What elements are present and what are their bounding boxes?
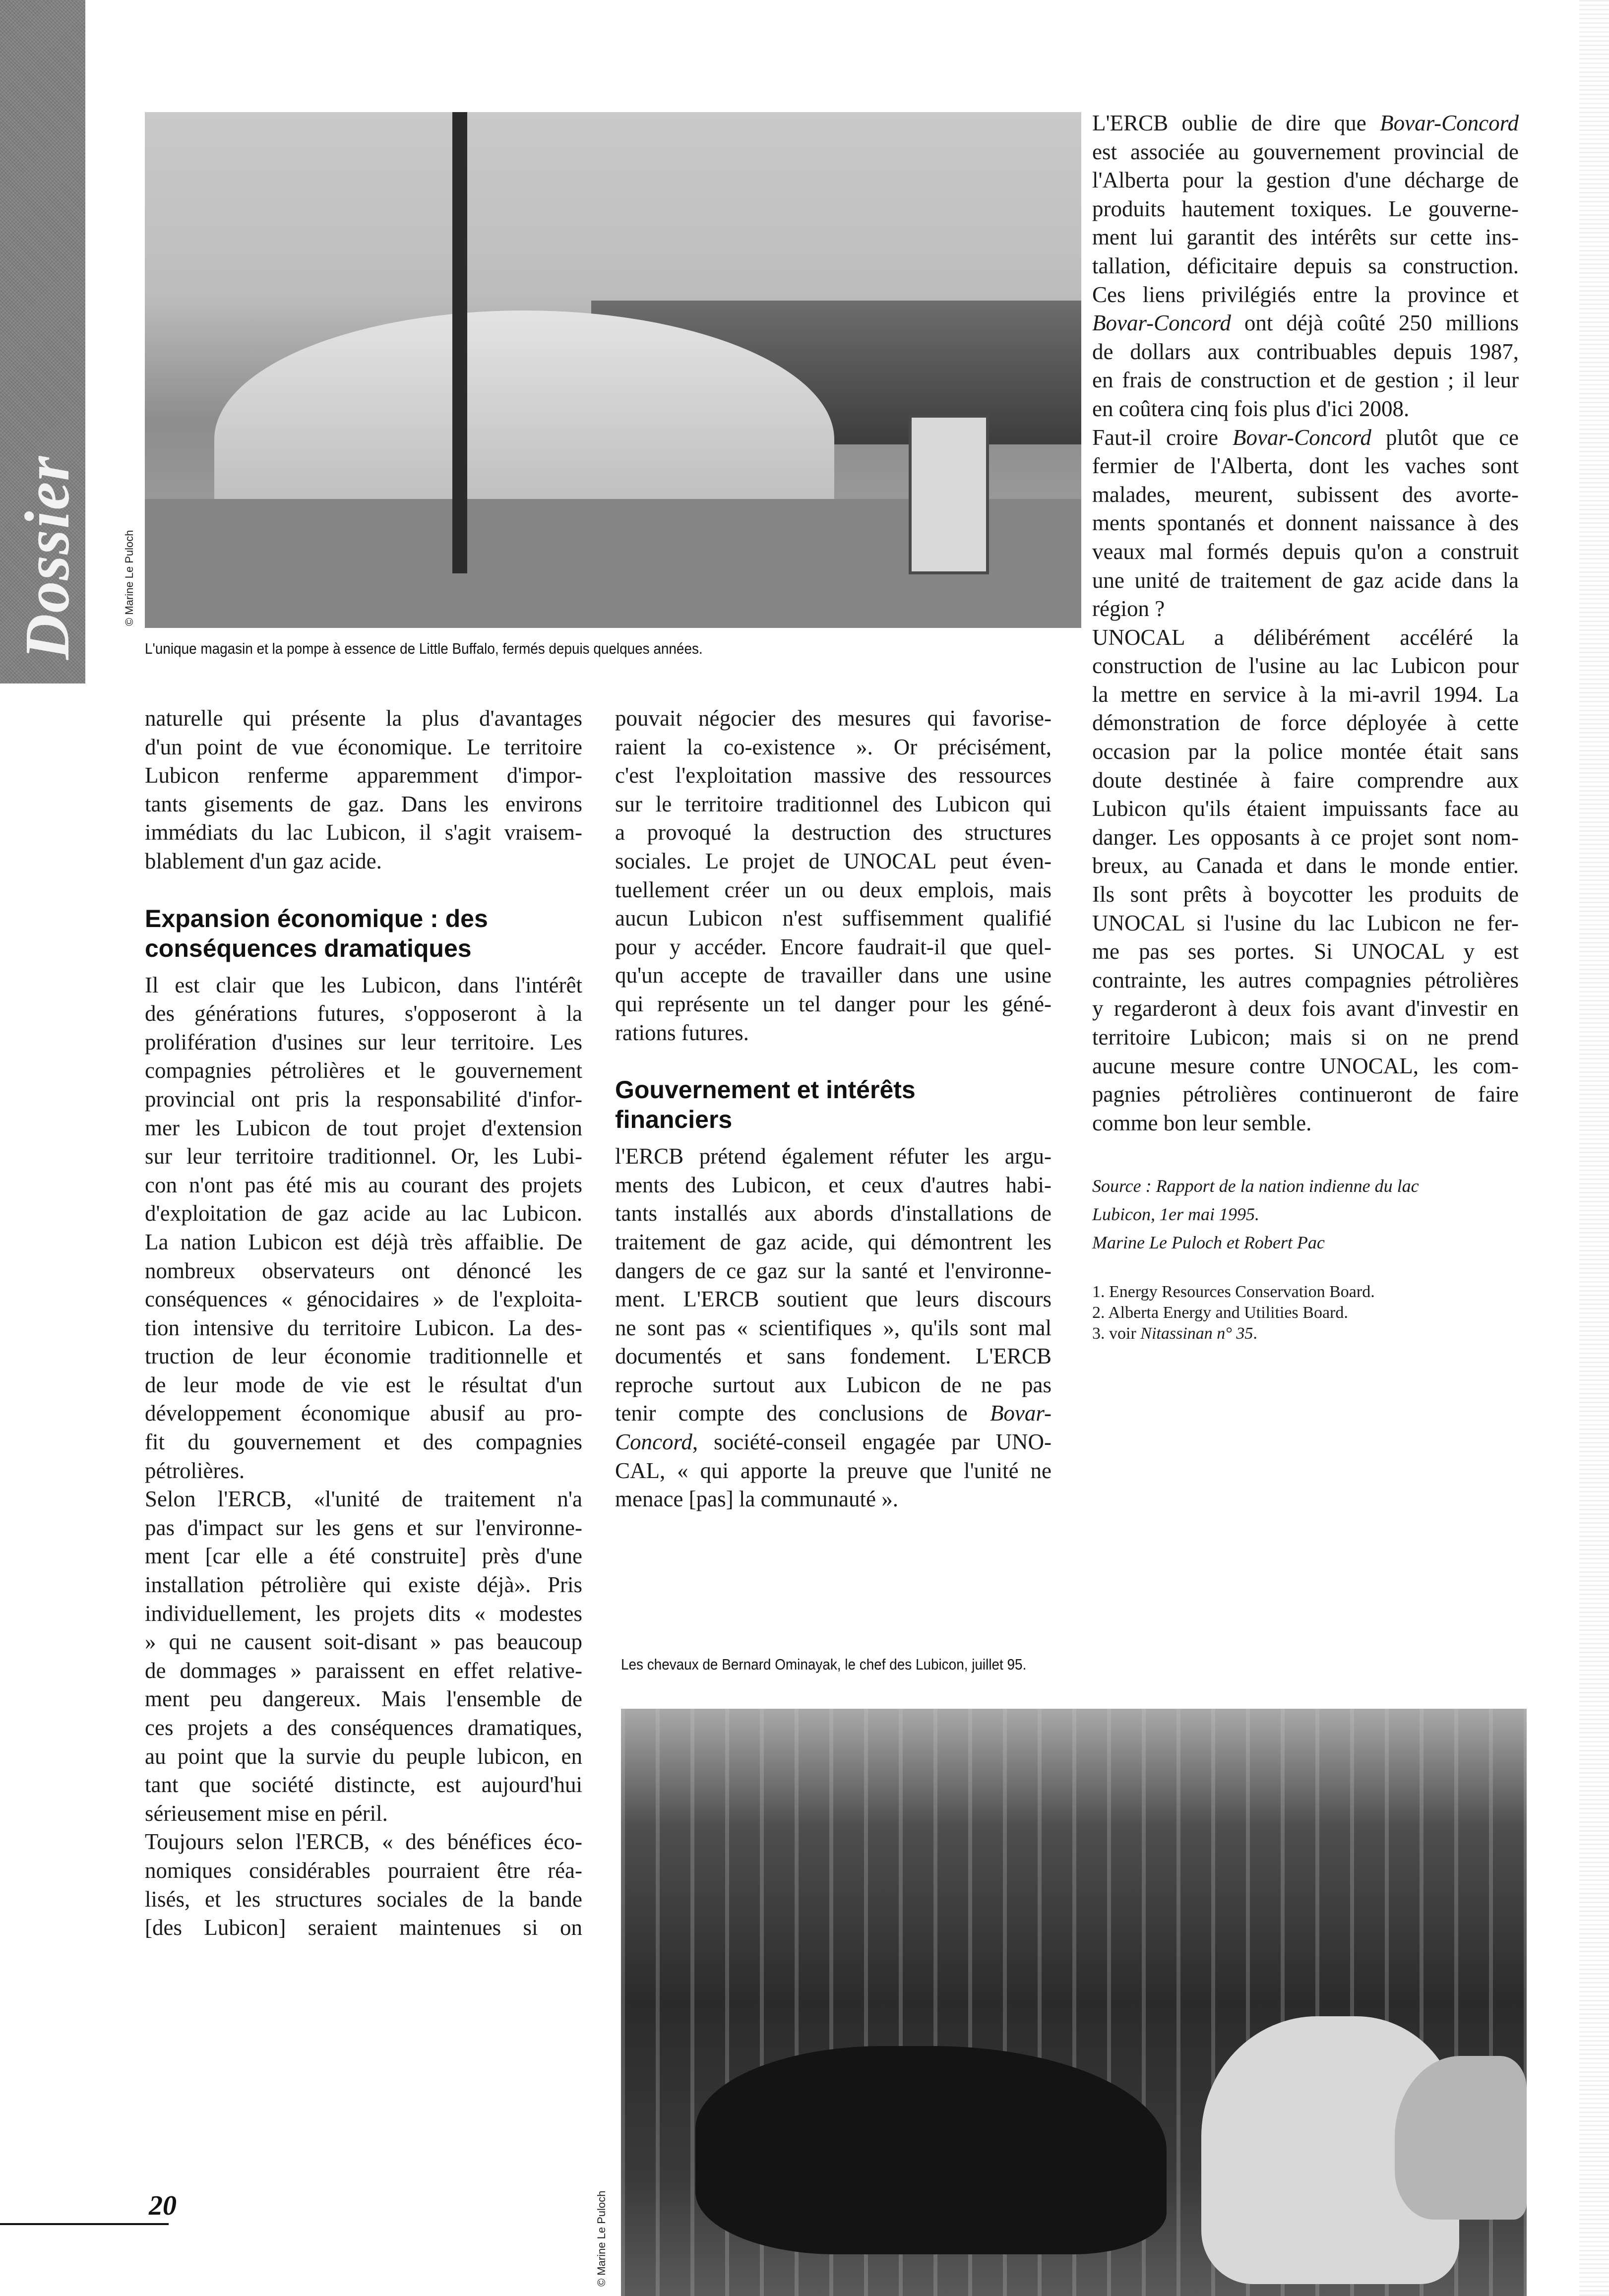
text-line: conséquences « génocidaires » de l'exploita-: [145, 1287, 582, 1312]
page-number: 20: [149, 2190, 177, 2221]
text-line: Toujours selon l'ERCB, « des bénéfices éco-: [145, 1829, 582, 1855]
text-line: tenir compte des conclusions de Bovar-: [615, 1401, 1052, 1426]
text-line: fermier de l'Alberta, dont les vaches sont: [1092, 453, 1519, 479]
text-line: occasion par la police montée était sans: [1092, 739, 1519, 764]
text-line: raient la co-existence ». Or précisément,: [615, 734, 1052, 759]
text-line: qui représente un tel danger pour les géné-: [615, 991, 1052, 1016]
text-line: sérieusement mise en péril.: [145, 1800, 388, 1826]
photo-dark-horses: [695, 2046, 1167, 2254]
paragraph: [145, 971, 582, 1486]
text-line: comme bon leur semble.: [1092, 1110, 1312, 1135]
paragraph: [145, 1485, 582, 1828]
text-line: Ces liens privilégiés entre la province et: [1092, 282, 1519, 307]
text-line: nombreux observateurs ont dénoncé les: [145, 1258, 582, 1283]
text-line: au point que la survie du peuple lubicon, en: [145, 1743, 582, 1769]
text-line: Bovar-Concord ont déjà coûté 250 millions: [1092, 310, 1519, 336]
text-line: provincial ont pris la responsabilité d'infor-: [145, 1086, 582, 1112]
text-line: développement économique abusif au pro-: [145, 1401, 582, 1426]
text-line: en frais de construction et de gestion ; il leur: [1092, 368, 1519, 393]
text-line: prolifération d'usines sur leur territoire. Les: [145, 1029, 582, 1055]
text-line: ments spontanés et donnent naissance à des: [1092, 510, 1519, 536]
text-line: malades, meurent, subissent des avorte-: [1092, 482, 1519, 507]
text-line: breux, au Canada et dans le monde entier.: [1092, 853, 1519, 878]
text-line: Ils sont prêts à boycotter les produits de: [1092, 882, 1519, 907]
text-line: aucune mesure contre UNOCAL, les com-: [1092, 1053, 1519, 1078]
text-line: reproche surtout aux Lubicon de ne pas: [615, 1372, 1052, 1397]
text-line: compagnies pétrolières et le gouvernement: [145, 1058, 582, 1083]
column-right: [1092, 109, 1519, 1344]
text-line: Lubicon qu'ils étaient impuissants face au: [1092, 796, 1519, 821]
text-line: immédiats du lac Lubicon, il s'agit vraisem-: [145, 820, 582, 845]
text-line: veaux mal formés depuis qu'on a construit: [1092, 539, 1519, 564]
text-line: pétrolières.: [145, 1458, 245, 1483]
text-line: l'ERCB prétend également réfuter les argu-: [615, 1144, 1052, 1169]
paragraph: [615, 1142, 1052, 1514]
text-line: nomiques considérables pourraient être réa-: [145, 1858, 582, 1883]
text-line: des générations futures, s'opposeront à la: [145, 1001, 582, 1026]
text-line: sur le territoire traditionnel des Lubicon qui: [615, 791, 1052, 816]
text-line: Il est clair que les Lubicon, dans l'intérêt: [145, 972, 582, 997]
text-line: d'un point de vue économique. Le territoire: [145, 734, 582, 759]
text-line: truction de leur économie traditionnelle et: [145, 1344, 582, 1369]
text-line: qu'un accepte de travailler dans une usine: [615, 963, 1052, 988]
text-line: c'est l'exploitation massive des ressources: [615, 763, 1052, 788]
text-line: sociales. Le projet de UNOCAL peut éven-: [615, 848, 1052, 873]
photo-horses: [621, 1709, 1527, 2296]
photo-credit-bottom: © Marine Le Puloch: [595, 2190, 608, 2287]
heading-expansion: [145, 904, 582, 963]
heading-line: conséquences dramatiques: [145, 934, 472, 962]
text-line: est associée au gouvernement provincial de: [1092, 139, 1519, 164]
text-line: une unité de traitement de gaz acide dans la: [1092, 567, 1519, 593]
text-line: Selon l'ERCB, «l'unité de traitement n'a: [145, 1487, 582, 1512]
text-line: me pas ses portes. Si UNOCAL y est: [1092, 939, 1519, 964]
text-line: La nation Lubicon est déjà très affaiblie. De: [145, 1229, 582, 1254]
text-line: en coûtera cinq fois plus d'ici 2008.: [1092, 396, 1410, 421]
paragraph: [1092, 109, 1519, 424]
heading-line: Gouvernement et intérêts: [615, 1076, 916, 1104]
paragraph: [1092, 623, 1519, 1138]
text-line: pouvait négocier des mesures qui favorise-: [615, 706, 1052, 731]
text-line: doute destinée à faire comprendre aux: [1092, 767, 1519, 793]
text-line: fit du gouvernement et des compagnies: [145, 1429, 582, 1455]
heading-line: Expansion économique : des: [145, 904, 488, 932]
text-line: Source : Rapport de la nation indienne du lac: [1092, 1176, 1419, 1196]
photo-caption-bottom: Les chevaux de Bernard Ominayak, le chef des Lubicon, juillet 95.: [621, 1656, 1027, 1673]
text-line: » qui ne causent soit-disant » pas beaucoup: [145, 1629, 582, 1655]
text-line: région ?: [1092, 596, 1165, 621]
text-line: rations futures.: [615, 1020, 749, 1045]
text-line: blablement d'un gaz acide.: [145, 848, 382, 873]
photo-caption-top: L'unique magasin et la pompe à essence de Little Buffalo, fermés depuis quelques années.: [145, 640, 703, 657]
text-line: 3. voir Nitassinan n° 35.: [1092, 1324, 1257, 1343]
text-line: CAL, « qui apporte la preuve que l'unité ne: [615, 1458, 1052, 1483]
text-line: produits hautement toxiques. Le gouverne-: [1092, 196, 1519, 221]
text-line: d'exploitation de gaz acide au lac Lubicon.: [145, 1201, 582, 1226]
source-citation: [1092, 1172, 1519, 1257]
text-line: L'ERCB oublie de dire que Bovar-Concord: [1092, 111, 1519, 135]
paragraph: [615, 704, 1052, 1047]
text-line: a provoqué la destruction des structures: [615, 820, 1052, 845]
heading-line: financiers: [615, 1106, 733, 1134]
text-line: [des Lubicon] seraient maintenues si on: [145, 1915, 582, 1940]
text-line: lisés, et les structures sociales de la bande: [145, 1886, 582, 1912]
text-line: l'Alberta pour la gestion d'une décharge de: [1092, 168, 1519, 193]
text-line: démonstration de force déployée à cette: [1092, 710, 1519, 736]
heading-gouvernement: [615, 1075, 1052, 1134]
text-line: installation pétrolière qui existe déjà». Pris: [145, 1572, 582, 1598]
text-line: y regarderont à deux fois avant d'investir en: [1092, 996, 1519, 1021]
photo-little-buffalo-store: [145, 112, 1081, 628]
text-line: danger. Les opposants à ce projet sont nom-: [1092, 824, 1519, 850]
text-line: mer les Lubicon de tout projet d'extension: [145, 1115, 582, 1140]
text-line: la mettre en service à la mi-avril 1994. La: [1092, 682, 1519, 707]
text-line: Marine Le Puloch et Robert Pac: [1092, 1233, 1325, 1253]
text-line: 1. Energy Resources Conservation Board.: [1092, 1283, 1375, 1302]
text-line: sur leur territoire traditionnel. Or, les Lubi-: [145, 1144, 582, 1169]
text-line: documentés et sans fondement. L'ERCB: [615, 1344, 1052, 1369]
text-line: ment lui garantit des intérêts sur cette ins-: [1092, 225, 1519, 250]
text-line: ces projets a des conséquences dramatiques,: [145, 1715, 582, 1740]
text-line: construction de l'usine au lac Lubicon pour: [1092, 653, 1519, 679]
text-line: aucun Lubicon n'est suffisemment qualifié: [615, 906, 1052, 931]
text-line: ment [car elle a été construite] près d'une: [145, 1544, 582, 1569]
text-line: ment peu dangereux. Mais l'ensemble de: [145, 1686, 582, 1712]
text-line: dangers de ce gaz sur la santé et l'environne-: [615, 1258, 1052, 1283]
photo-gas-pump: [909, 415, 989, 574]
scan-edge: [1579, 0, 1609, 2296]
text-line: pagnies pétrolières continueront de faire: [1092, 1082, 1519, 1107]
text-line: 2. Alberta Energy and Utilities Board.: [1092, 1303, 1348, 1322]
footnotes: [1092, 1282, 1519, 1344]
page-number-rule: [0, 2223, 169, 2225]
text-line: ne sont pas « scientifiques », qu'ils sont mal: [615, 1315, 1052, 1340]
text-line: con n'ont pas été mis au courant des projets: [145, 1172, 582, 1197]
text-line: UNOCAL si l'usine du lac Lubicon ne fer-: [1092, 910, 1519, 935]
text-line: menace [pas] la communauté ».: [615, 1487, 899, 1512]
paragraph: [145, 1828, 582, 1942]
column-left: [145, 704, 582, 1942]
text-line: UNOCAL a délibérément accéléré la: [1092, 624, 1519, 650]
text-line: tion intensive du territoire Lubicon. La des-: [145, 1315, 582, 1340]
text-line: tuellement créer un ou deux emplois, mais: [615, 877, 1052, 902]
text-line: territoire Lubicon; mais si on ne prend: [1092, 1025, 1519, 1050]
text-line: Lubicon, 1er mai 1995.: [1092, 1204, 1259, 1225]
text-line: contrainte, les autres compagnies pétrolières: [1092, 967, 1519, 993]
text-line: Lubicon renferme apparemment d'impor-: [145, 763, 582, 788]
text-line: pas d'impact sur les gens et sur l'environne-: [145, 1515, 582, 1540]
text-line: tants installés aux abords d'installations de: [615, 1201, 1052, 1226]
text-line: tants gisements de gaz. Dans les environs: [145, 791, 582, 816]
paragraph: [1092, 424, 1519, 623]
text-line: traitement de gaz acide, qui démontrent les: [615, 1229, 1052, 1254]
text-line: Faut-il croire Bovar-Concord plutôt que ce: [1092, 425, 1519, 450]
text-line: de dommages » paraissent en effet relative-: [145, 1658, 582, 1683]
photo-credit-top: © Marine Le Puloch: [123, 530, 135, 626]
text-line: tallation, déficitaire depuis sa construction.: [1092, 253, 1519, 278]
text-line: ments des Lubicon, et ceux d'autres habi-: [615, 1172, 1052, 1197]
text-line: ment. L'ERCB soutient que leurs discours: [615, 1287, 1052, 1312]
intro-paragraph: [145, 704, 582, 876]
text-line: tant que société distincte, est aujourd'hui: [145, 1772, 582, 1798]
photo-grey-horse: [1395, 2056, 1527, 2220]
text-line: individuellement, les projets dits « modestes: [145, 1601, 582, 1626]
text-line: Concord, société-conseil engagée par UNO-: [615, 1429, 1052, 1455]
text-line: naturelle qui présente la plus d'avantages: [145, 706, 582, 731]
text-line: pour y accéder. Encore faudrait-il que quel-: [615, 934, 1052, 959]
section-label: Dossier: [12, 455, 82, 660]
photo-pole: [452, 112, 467, 573]
text-line: de dollars aux contribuables depuis 1987,: [1092, 339, 1519, 364]
column-middle: [615, 704, 1052, 1514]
text-line: de leur mode de vie est le résultat d'un: [145, 1372, 582, 1397]
